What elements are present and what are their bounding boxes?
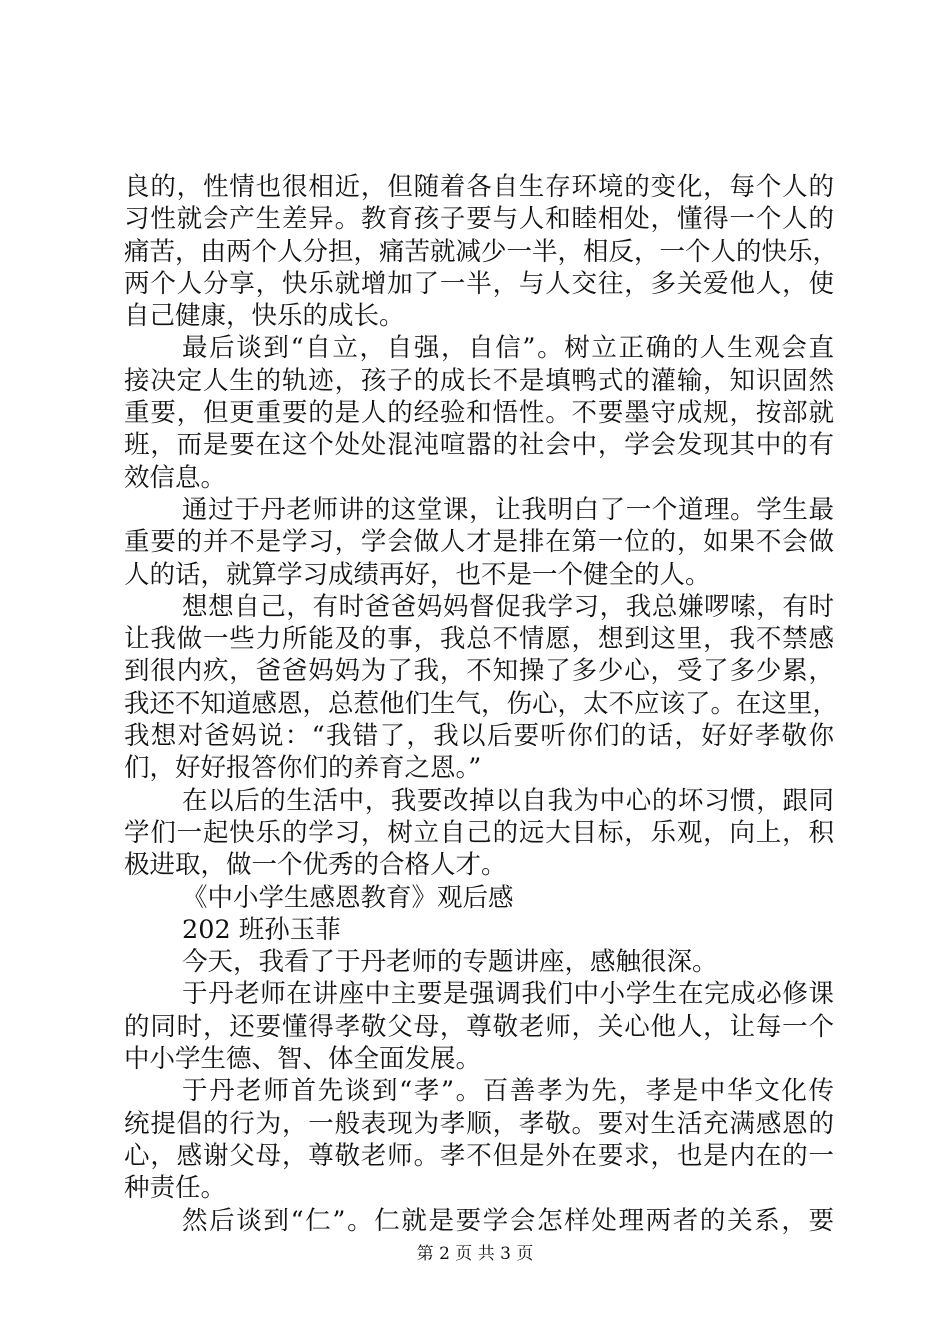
text-line: 自己健康，快乐的成长。 bbox=[124, 301, 405, 332]
text-line: 中小学生德、智、体全面发展。 bbox=[124, 1044, 482, 1075]
page-number-label: 第 2 页 共 3 页 bbox=[416, 1244, 534, 1264]
text-line: 到很内疚，爸爸妈妈为了我，不知操了多少心，受了多少累， bbox=[124, 656, 834, 687]
text-line: 202 班孙玉菲 bbox=[182, 914, 341, 945]
text-line: 两个人分享，快乐就增加了一半，与人交往，多关爱他人，使 bbox=[124, 268, 834, 299]
text-line: 心，感谢父母，尊敬老师。孝不但是外在要求，也是内在的一 bbox=[124, 1140, 834, 1171]
text-line: 种责任。 bbox=[124, 1173, 227, 1204]
text-line: 然后谈到“仁”。仁就是要学会怎样处理两者的关系，要 bbox=[182, 1205, 834, 1236]
text-line: 良的，性情也很相近，但随着各自生存环境的变化，每个人的 bbox=[124, 172, 834, 202]
text-line: 的同时，还要懂得孝敬父母，尊敬老师，关心他人，让每一个 bbox=[124, 1011, 834, 1042]
text-line: 极进取，做一个优秀的合格人才。 bbox=[124, 850, 507, 881]
text-line: 们，好好报答你们的养育之恩。” bbox=[124, 753, 482, 784]
text-line: 我想对爸妈说：“我错了，我以后要听你们的话，好好孝敬你 bbox=[124, 721, 834, 752]
text-line: 我还不知道感恩，总惹他们生气，伤心，太不应该了。在这里， bbox=[124, 688, 839, 719]
text-line: 在以后的生活中，我要改掉以自我为中心的坏习惯，跟同 bbox=[182, 785, 834, 816]
text-line: 班，而是要在这个处处混沌喧嚣的社会中，学会发现其中的有 bbox=[124, 430, 834, 461]
text-line: 最后谈到“自立，自强，自信”。树立正确的人生观会直 bbox=[182, 333, 834, 364]
text-line: 学们一起快乐的学习，树立自己的远大目标，乐观，向上，积 bbox=[124, 817, 834, 848]
text-line: 让我做一些力所能及的事，我总不情愿，想到这里，我不禁感 bbox=[124, 624, 834, 655]
text-line: 通过于丹老师讲的这堂课，让我明白了一个道理。学生最 bbox=[182, 494, 834, 525]
text-line: 想想自己，有时爸爸妈妈督促我学习，我总嫌啰嗦，有时 bbox=[182, 591, 834, 622]
document-body bbox=[124, 171, 839, 1237]
text-line: 重要，但更重要的是人的经验和悟性。不要墨守成规，按部就 bbox=[124, 398, 834, 429]
text-line: 习性就会产生差异。教育孩子要与人和睦相处，懂得一个人的 bbox=[124, 204, 834, 235]
text-line: 于丹老师首先谈到“孝”。百善孝为先，孝是中华文化传 bbox=[182, 1076, 834, 1107]
text-line: 效信息。 bbox=[124, 462, 227, 493]
text-line: 今天，我看了于丹老师的专题讲座，感触很深。 bbox=[182, 947, 718, 978]
text-line: 人的话，就算学习成绩再好，也不是一个健全的人。 bbox=[124, 559, 711, 590]
text-line: 《中小学生感恩教育》观后感 bbox=[182, 882, 514, 913]
text-line: 痛苦，由两个人分担，痛苦就减少一半，相反，一个人的快乐， bbox=[124, 236, 839, 267]
text-line: 统提倡的行为，一般表现为孝顺，孝敬。要对生活充满感恩的 bbox=[124, 1108, 834, 1139]
page-footer bbox=[0, 1244, 950, 1264]
text-line: 于丹老师在讲座中主要是强调我们中小学生在完成必修课 bbox=[182, 979, 834, 1010]
text-line: 重要的并不是学习，学会做人才是排在第一位的，如果不会做 bbox=[124, 527, 834, 558]
text-line: 接决定人生的轨迹，孩子的成长不是填鸭式的灌输，知识固然 bbox=[124, 365, 834, 396]
